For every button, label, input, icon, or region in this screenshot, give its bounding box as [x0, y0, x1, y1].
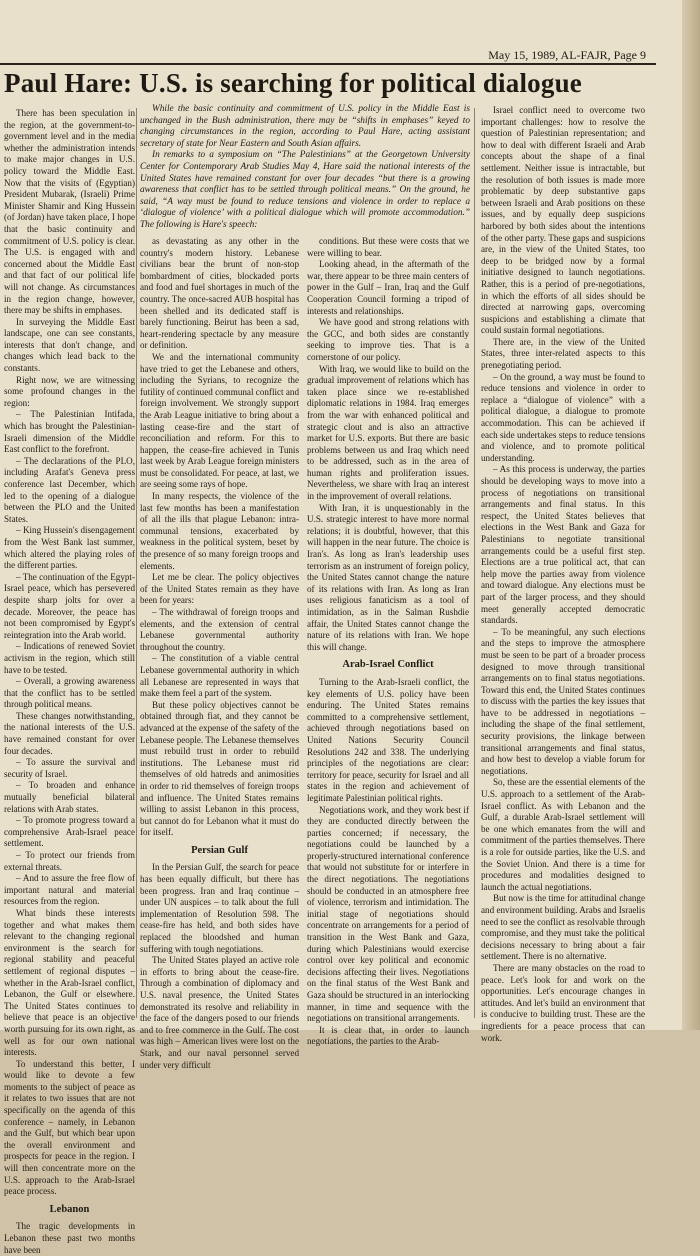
dateline: May 15, 1989, AL-FAJR, Page 9 [488, 48, 646, 62]
article-paragraph: Israel conflict need to overcome two important challenges: how to resolve the question of Palestinian representation; and how to deal with different Israeli and Arab concepts about the shape of a final settlement. Neither issue is intractable, but the resolution of both issues is made more problematic by deep substantive gaps between Israeli and Arab positions on these issues, and by equally deep suspicions harbored by both sides about the intentions of the other party. These gaps and suspicions are, in the view of the United States, too deep to be bridged now by a formal initiative designed to launch negotiations. Rather, this is a period of pre-negotiations, in which the efforts of all sides should be directed at narrowing gaps, overcoming suspicions and establishing a climate that could sustain formal negotiations. [481, 105, 645, 336]
article-paragraph: Let me be clear. The policy objectives of the United States remain as they have been for years: [140, 572, 299, 606]
article-paragraph: – And to assure the free flow of important natural and material resources from the region. [4, 873, 135, 907]
article-paragraph: conditions. But these were costs that we were willing to bear. [307, 236, 469, 258]
article-paragraph: In many respects, the violence of the last few months has been a manifestation of all the ills that plague Lebanon: intra-communal tensions, exacerbated by weakness in the political system, beset by the presence of so many foreign troops and elements. [140, 491, 299, 571]
intro-paragraph: In remarks to a symposium on “The Palestinians” at the Georgetown University Center for Contemporary Arab Studies May 4, Hare said the national interests of the United States have remained constant for over four decades “but there is a growing awareness that conflict has to be settled through political means.” On the ground, he said, “A way must be found to reduce tensions and violence in order to replace a ‘dialogue of violence’ with a political dialogue which will promote accommodation.” The following is Hare's speech: [140, 150, 470, 230]
article-paragraph: as devastating as any other in the country's modern history. Lebanese civilians bear the brunt of non-stop bombardment of cities, blockaded ports and food and fuel shortages in much of the country. The once-sacred AUB hospital has been shelled and its dedicated staff is barely functioning. Beirut has been a sad, heart-rendering spectacle by any measure or definition. [140, 236, 299, 351]
article-paragraph: – The withdrawal of foreign troops and elements, and the extension of central Lebanese governmental authority throughout the country. [140, 607, 299, 652]
article-paragraph: – The constitution of a viable central Lebanese governmental authority in which all Lebanese are represented in ways that make them feel a part of the system. [140, 653, 299, 699]
column-4 [481, 105, 645, 1043]
article-paragraph: We and the international community have tried to get the Lebanese and others, including the Syrians, to recognize the futility of continued communal conflict and foreign involvement. We strongly support the Arab League initiative to bring about a lasting cease-fire and the start of reconciliation and reform. For this to happen, the cease-fire achieved in Tunis last week by Arab League foreign ministers must be consolidated. For peace, at last, we are seeing some rays of hope. [140, 351, 299, 490]
headline: Paul Hare: U.S. is searching for political dialogue [4, 68, 582, 98]
section-heading: Persian Gulf [191, 844, 248, 856]
article-paragraph: Turning to the Arab-Israeli conflict, the key elements of U.S. policy have been enduring. The United States remains committed to a comprehensive settlement, achieved through negotiations based on United Nations Security Council Resolutions 242 and 338. The underlying principles of the negotiations are clear: territory for peace, security for Israel and all states in the region and achievement of legitimate Palestinian political rights. [307, 676, 469, 803]
article-paragraph: The United States played an active role in efforts to bring about the cease-fire. Through a combination of diplomacy and U.S. naval presence, the United States demonstrated its resolve and reliability in the face of the dangers posed to our friends and to free commerce in the Gulf. The cost was high – American lives were lost on the Stark, and our naval personnel served under very difficult [140, 955, 299, 1070]
article-paragraph: There are, in the view of the United States, three inter-related aspects to this prenegotiating period. [481, 336, 645, 371]
column-divider [474, 108, 475, 1018]
article-paragraph: It is clear that, in order to launch negotiations, the parties to the Arab- [307, 1024, 469, 1047]
article-paragraph: – The declarations of the PLO, including Arafat's Geneva press conference last December, which led to the opening of a dialogue between the PLO and the United States. [4, 455, 135, 524]
article-paragraph: But these policy objectives cannot be obtained through fiat, and they cannot be advanced at the expense of the safety of the Lebanese people. The Lebanese themselves must rebuild trust in order to rebuild institutions. The Lebanese must rid themselves of old hatreds and animosities in order to rid themselves of foreign troops and influence. The United States remains willing to assist Lebanon in this process, but cannot do for Lebanon what it must do for itself. [140, 699, 299, 838]
article-paragraph: – On the ground, a way must be found to reduce tensions and violence in order to replace a “dialogue of violence” with a political dialogue, a dialogue to promote accommodation. This can be achieved if each side undertakes steps to reduce tensions and violence, and to promote political understanding. [481, 371, 645, 463]
column-divider [136, 108, 137, 1018]
article-paragraph: – The Palestinian Intifada, which has brought the Palestinian-Israeli dimension of the Middle East conflict to the forefront. [4, 409, 135, 455]
article-paragraph: – To be meaningful, any such elections and the steps to improve the atmosphere must be seen to be part of a broader process designed to move through transitional arrangements on to final status negotiations. Toward this end, the United States continues to discuss with the parties the key issues that have to be addressed in negotiations – including the shape of the final settlement, security provisions, the linkage between transitional arrangements and final status, and how best to develop a viable forum for negotiations. [481, 626, 645, 776]
article-paragraph: – As this process is underway, the parties should be developing ways to move into a process of negotiations on transitional arrangements and final status. In this respect, the United States believes that elections in the West Bank and Gaza for Palestinians to negotiate transitional arrangements could be a useful first step. Elections are a true political act, that can help move the parties away from violence and toward dialogue. Any elections must be part of the larger process, and they should meet generally accepted democratic standards. [481, 464, 645, 626]
article-paragraph: – To broaden and enhance mutually beneficial bilateral relations with Arab states. [4, 780, 135, 814]
article-paragraph: What binds these interests together and what makes them relevant to the changing regional environment is the search for regional stability and peaceful settlement of regional disputes – whether in the Arab-Israel conflict, Lebanon, the Gulf or elsewhere. The United States continues to believe that peace is an objective worth pursuing for its own right, as well as for our own national interests. [4, 907, 135, 1058]
article-paragraph: But now is the time for attitudinal change and environment building. Arabs and Israelis need to see the conflict as resolvable through compromise, and they must take the political decisions necessary to bring about a fair settlement. There is no alternative. [481, 893, 645, 962]
column-2 [140, 236, 299, 1070]
intro-text [140, 104, 470, 232]
article-paragraph: Right now, we are witnessing some profound changes in the region: [4, 374, 135, 408]
column-3 [307, 236, 469, 1047]
article-paragraph: Looking ahead, in the aftermath of the war, there appear to be three main centers of power in the Gulf – Iran, Iraq and the Gulf Cooperation Council forming a tripod of interests and relationships. [307, 259, 469, 316]
article-paragraph: Negotiations work, and they work best if they are conducted directly between the parties concerned; if necessary, the negotiations could be launched by a properly-structured international conference that would not substitute for or interfere in the direct negotiations. The negotiations should be conducted in an atmosphere free of violence, terrorism and intimidation. The initial stage of negotiations should concentrate on arrangements for a period of transition in the West Bank and Gaza, during which Palestinians would exercise control over key political and economic decisions affecting their lives. Negotiations on the final status of the West Bank and Gaza should be structured in an interlocking manner, in time and sequence with the negotiations on transitional arrangements. [307, 804, 469, 1024]
intro-paragraph: While the basic continuity and commitment of U.S. policy in the Middle East is unchanged in the Bush administration, there may be “shifts in emphases” keyed to changing circumstances in the region, according to Paul Hare, acting assistant secretary of state for Near Eastern and South Asian affairs. [140, 104, 470, 149]
article-paragraph: – To assure the survival and security of Israel. [4, 757, 135, 779]
article-paragraph: With Iran, it is unquestionably in the U.S. strategic interest to have more normal relations; it is doubtful, however, that this will happen in the near future. The choice is Iran's. As long as Iran's leadership uses terrorism as an instrument of foreign policy, the United States cannot change the nature of its relations with Iran. As long as Iran uses religious fanaticism as a tool of intimidation, as in the Salman Rushdie affair, the United States cannot change the nature of its relations with Iran. We hope this will change. [307, 502, 469, 652]
top-rule [0, 63, 656, 65]
article-paragraph: – Overall, a growing awareness that the conflict has to be settled through political means. [4, 676, 135, 710]
section-heading: Arab-Israel Conflict [342, 659, 434, 671]
article-paragraph: In the Persian Gulf, the search for peace has been equally difficult, but there has been progress. Iran and Iraq continue – under UN auspices – to talk about the full implementation of Resolution 598. The cease-fire has held, and both sides have replaced the bloodshed and human suffering with tough negotiations. [140, 862, 299, 954]
article-paragraph: – To promote progress toward a comprehensive Arab-Israel peace settlement. [4, 815, 135, 849]
article-paragraph: In surveying the Middle East landscape, one can see constants, interests that don't change, and changes which lead back to the constants. [4, 316, 135, 374]
article-paragraph: With Iraq, we would like to build on the gradual improvement of relations which has taken place since we re-established diplomatic relations in 1984. Iraq emerges from the war with enhanced political and strategic clout and is also an attractive market for U.S. exports. But there are basic problems between us and Iraq which need to be addressed, such as in the area of human rights and proliferation issues. Nevertheless, we share with Iraq an interest in the improvement of overall relations. [307, 363, 469, 502]
article-paragraph: – The continuation of the Egypt-Israel peace, which has persevered despite sharp jolts for over a decade. Moreover, the peace has not been compromised by Egypt's reintegration into the Arab world. [4, 571, 135, 640]
article-paragraph: These changes notwithstanding, the national interests of the U.S. have remained constant for over four decades. [4, 710, 135, 756]
article-paragraph: There has been speculation in the region, at the government-to-government level and in the media whether the administration intends to make major changes in U.S. policy toward the Middle East. Now that the visits of (Egyptian) President Mubarak, (Israeli) Prime Minister Shamir and King Hussein (of Jordan) have taken place, I hope that the basic continuity and commitment of U.S. policy is clear. The U.S. is engaged with and concerned about the Middle East and that fact of our political life will not change. As circumstances in the region change, however, there may be shifts in emphases. [4, 108, 135, 316]
article-paragraph: There are many obstacles on the road to peace. Let's look for and work on the opportunities. Let's encourage changes in attitudes. And let's build an environment that is conducive to building trust. These are the ingredients for a peace process that can work. [481, 962, 645, 1043]
article-paragraph: We have good and strong relations with the GCC, and both sides are constantly seeking to improve ties. That is a cornerstone of our policy. [307, 317, 469, 362]
article-paragraph: – To protect our friends from external threats. [4, 850, 135, 872]
article-paragraph: – King Hussein's disengagement from the West Bank last summer, which altered the playing roles of the different parties. [4, 525, 135, 571]
article-paragraph: To understand this better, I would like to devote a few moments to the subject of peace as it relates to two issues that are not specifically on the agenda of this conference – namely, in Lebanon and the Gulf, but which bear upon the overall environment and prospects for peace in the region. I will then concentrate more on the U.S. approach to the Arab-Israel peace process. [4, 1058, 135, 1197]
section-heading: Lebanon [49, 1203, 90, 1215]
article-paragraph: The tragic developments in Lebanon these past two months have been [4, 1221, 135, 1255]
column-1 [4, 108, 135, 1255]
article-paragraph: – Indications of renewed Soviet activism in the region, which still have to be tested. [4, 641, 135, 675]
page-edge [682, 0, 700, 1030]
article-paragraph: So, these are the essential elements of the U.S. approach to a settlement of the Arab-Israel conflict. As with Lebanon and the Gulf, a durable Arab-Israel settlement will be one which emanates from the will and commitment of the parties themselves. There is a role for outside parties, like the U.S. and the Soviet Union. And there is a time for procedures and modalities designed to launch the actual negotiations. [481, 777, 645, 892]
